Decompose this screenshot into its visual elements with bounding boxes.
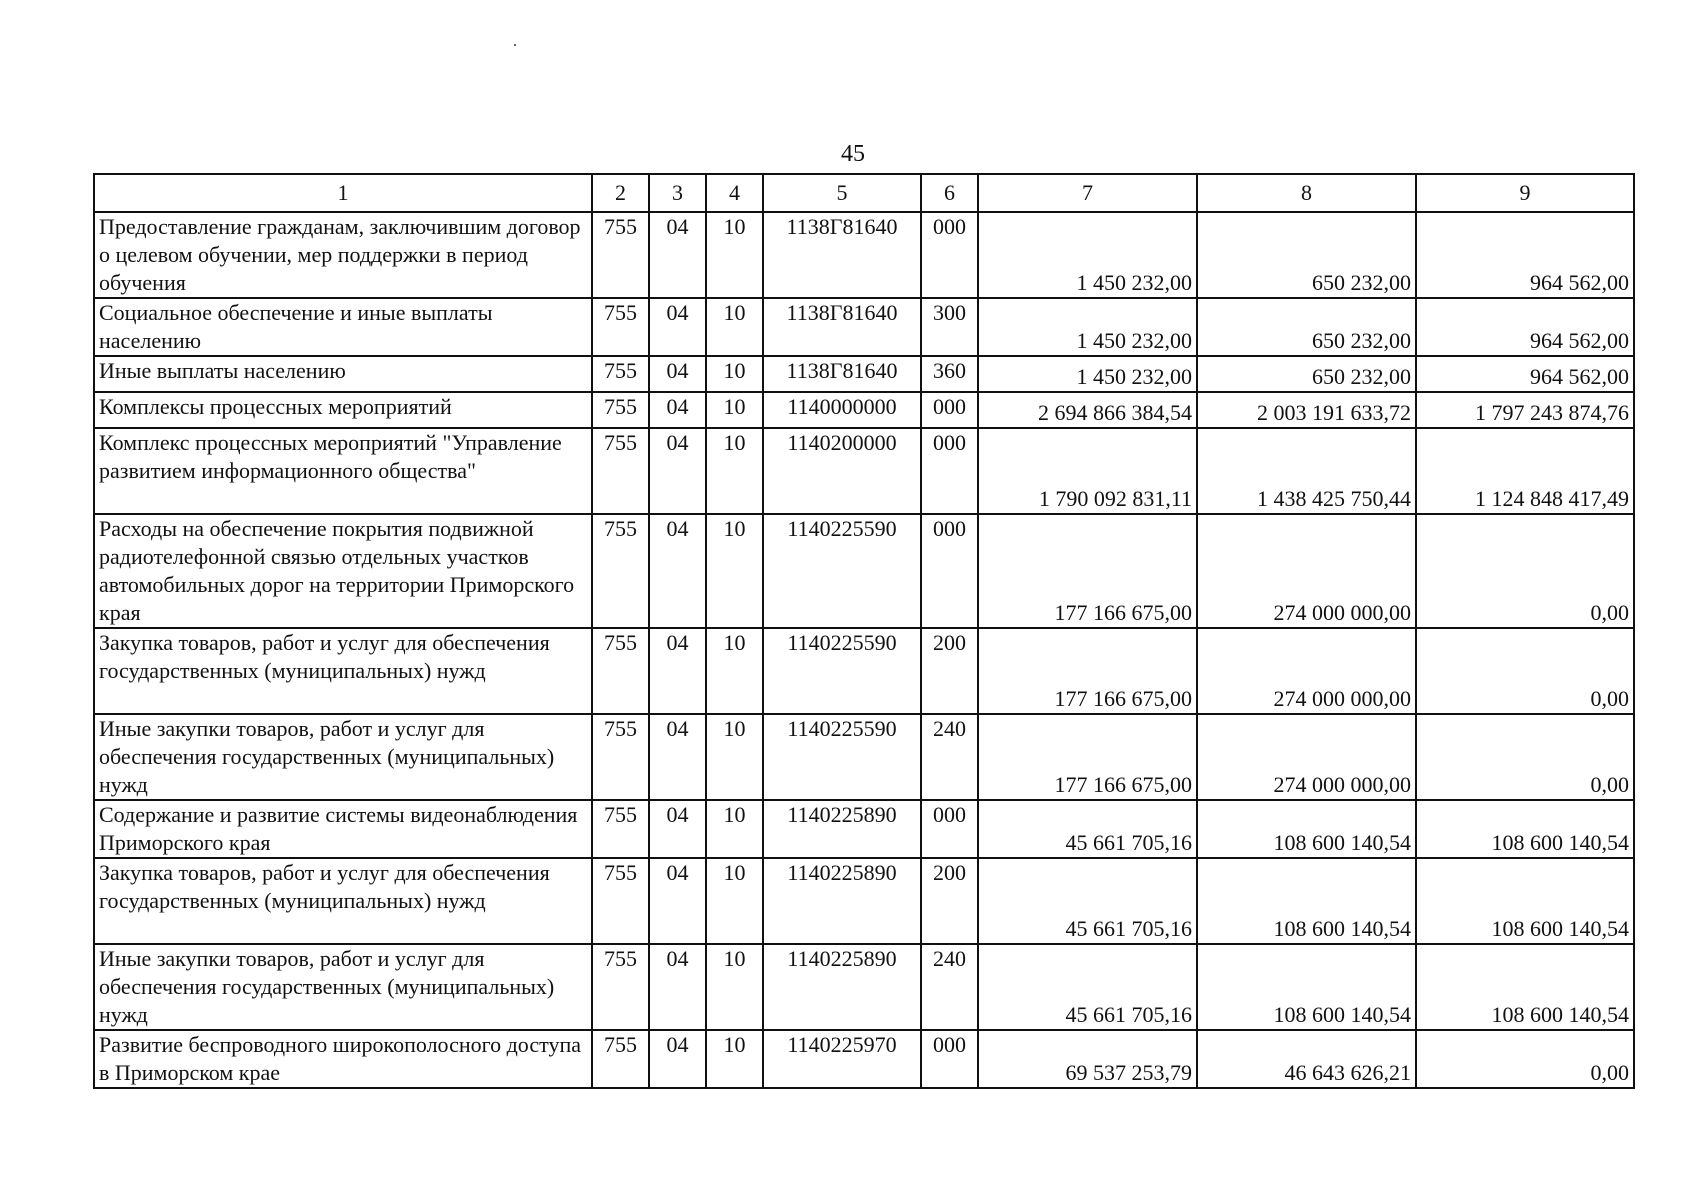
table-row [94,714,1634,800]
row-code: 200 [921,628,978,714]
row-code: 1138Г81640 [763,356,921,392]
row-code: 755 [592,858,649,944]
row-name: Развитие беспроводного широкополосного доступа в Приморском крае [94,1030,592,1088]
row-amount: 108 600 140,54 [1416,944,1634,1030]
row-code: 1140200000 [763,428,921,514]
row-code: 755 [592,392,649,428]
row-code: 10 [706,356,763,392]
row-code: 755 [592,800,649,858]
row-code: 10 [706,428,763,514]
column-header: 1 [94,174,592,212]
row-code: 1138Г81640 [763,212,921,298]
table-row [94,628,1634,714]
row-code: 000 [921,800,978,858]
row-code: 04 [649,212,706,298]
row-code: 10 [706,212,763,298]
column-header: 4 [706,174,763,212]
budget-table [93,173,1635,1089]
row-code: 000 [921,392,978,428]
page-number: 45 [841,141,865,167]
row-amount: 1 124 848 417,49 [1416,428,1634,514]
row-amount: 964 562,00 [1416,298,1634,356]
row-code: 10 [706,800,763,858]
row-amount: 274 000 000,00 [1197,514,1416,628]
row-amount: 0,00 [1416,514,1634,628]
row-code: 755 [592,298,649,356]
row-amount: 1 797 243 874,76 [1416,392,1634,428]
column-header: 6 [921,174,978,212]
row-amount: 0,00 [1416,628,1634,714]
row-code: 04 [649,1030,706,1088]
row-amount: 964 562,00 [1416,212,1634,298]
column-header: 2 [592,174,649,212]
row-amount: 108 600 140,54 [1416,800,1634,858]
row-amount: 1 450 232,00 [978,356,1197,392]
row-code: 1140225970 [763,1030,921,1088]
row-code: 10 [706,714,763,800]
row-code: 04 [649,944,706,1030]
row-code: 10 [706,858,763,944]
row-amount: 108 600 140,54 [1197,858,1416,944]
row-code: 1140225590 [763,628,921,714]
row-amount: 0,00 [1416,714,1634,800]
row-code: 755 [592,428,649,514]
row-code: 04 [649,514,706,628]
row-amount: 2 003 191 633,72 [1197,392,1416,428]
row-code: 10 [706,628,763,714]
row-code: 04 [649,800,706,858]
row-amount: 45 661 705,16 [978,944,1197,1030]
row-code: 04 [649,628,706,714]
row-code: 360 [921,356,978,392]
column-header: 5 [763,174,921,212]
row-code: 240 [921,944,978,1030]
row-amount: 1 438 425 750,44 [1197,428,1416,514]
row-amount: 108 600 140,54 [1197,800,1416,858]
table-row [94,1030,1634,1088]
row-code: 300 [921,298,978,356]
row-code: 10 [706,298,763,356]
row-amount: 1 450 232,00 [978,212,1197,298]
row-amount: 0,00 [1416,1030,1634,1088]
row-code: 10 [706,392,763,428]
row-code: 755 [592,1030,649,1088]
row-amount: 650 232,00 [1197,212,1416,298]
row-amount: 650 232,00 [1197,356,1416,392]
row-code: 1140225590 [763,514,921,628]
row-code: 04 [649,298,706,356]
row-code: 1140000000 [763,392,921,428]
table-row [94,356,1634,392]
row-amount: 177 166 675,00 [978,628,1197,714]
row-code: 240 [921,714,978,800]
table-row [94,392,1634,428]
row-amount: 108 600 140,54 [1197,944,1416,1030]
row-amount: 2 694 866 384,54 [978,392,1197,428]
row-code: 04 [649,392,706,428]
row-name: Закупка товаров, работ и услуг для обеспечения государственных (муниципальных) нужд [94,858,592,944]
row-amount: 45 661 705,16 [978,858,1197,944]
row-name: Иные закупки товаров, работ и услуг для обеспечения государственных (муниципальных) нужд [94,944,592,1030]
row-amount: 1 790 092 831,11 [978,428,1197,514]
row-amount: 1 450 232,00 [978,298,1197,356]
row-code: 10 [706,944,763,1030]
row-code: 000 [921,212,978,298]
row-name: Иные закупки товаров, работ и услуг для обеспечения государственных (муниципальных) нужд [94,714,592,800]
row-code: 1140225890 [763,800,921,858]
row-amount: 964 562,00 [1416,356,1634,392]
row-amount: 45 661 705,16 [978,800,1197,858]
row-code: 755 [592,628,649,714]
row-code: 04 [649,428,706,514]
row-name: Комплексы процессных мероприятий [94,392,592,428]
table-row [94,944,1634,1030]
row-code: 755 [592,944,649,1030]
column-header: 3 [649,174,706,212]
row-amount: 177 166 675,00 [978,714,1197,800]
row-amount: 274 000 000,00 [1197,628,1416,714]
row-code: 755 [592,212,649,298]
table-row [94,514,1634,628]
row-amount: 69 537 253,79 [978,1030,1197,1088]
table-row [94,800,1634,858]
row-amount: 177 166 675,00 [978,514,1197,628]
row-code: 10 [706,1030,763,1088]
row-name: Иные выплаты населению [94,356,592,392]
row-name: Расходы на обеспечение покрытия подвижной радиотелефонной связью отдельных участков автомобильных дорог на территории Приморского края [94,514,592,628]
row-name: Комплекс процессных мероприятий "Управление развитием информационного общества" [94,428,592,514]
row-code: 04 [649,714,706,800]
row-name: Социальное обеспечение и иные выплаты населению [94,298,592,356]
row-amount: 274 000 000,00 [1197,714,1416,800]
table-row [94,428,1634,514]
row-code: 000 [921,514,978,628]
scan-speck [514,44,516,46]
table-row [94,298,1634,356]
row-code: 000 [921,428,978,514]
row-code: 755 [592,514,649,628]
row-name: Содержание и развитие системы видеонаблюдения Приморского края [94,800,592,858]
row-code: 1140225890 [763,944,921,1030]
row-code: 04 [649,858,706,944]
row-name: Закупка товаров, работ и услуг для обеспечения государственных (муниципальных) нужд [94,628,592,714]
column-header: 9 [1416,174,1634,212]
header-row [94,174,1634,212]
row-code: 200 [921,858,978,944]
row-name: Предоставление гражданам, заключившим договор о целевом обучении, мер поддержки в период обучения [94,212,592,298]
table-row [94,858,1634,944]
row-amount: 650 232,00 [1197,298,1416,356]
row-code: 1140225590 [763,714,921,800]
row-amount: 108 600 140,54 [1416,858,1634,944]
row-code: 1140225890 [763,858,921,944]
row-code: 755 [592,356,649,392]
row-code: 10 [706,514,763,628]
row-code: 04 [649,356,706,392]
column-header: 7 [978,174,1197,212]
row-code: 000 [921,1030,978,1088]
row-code: 1138Г81640 [763,298,921,356]
column-header: 8 [1197,174,1416,212]
row-amount: 46 643 626,21 [1197,1030,1416,1088]
table-row [94,212,1634,298]
row-code: 755 [592,714,649,800]
